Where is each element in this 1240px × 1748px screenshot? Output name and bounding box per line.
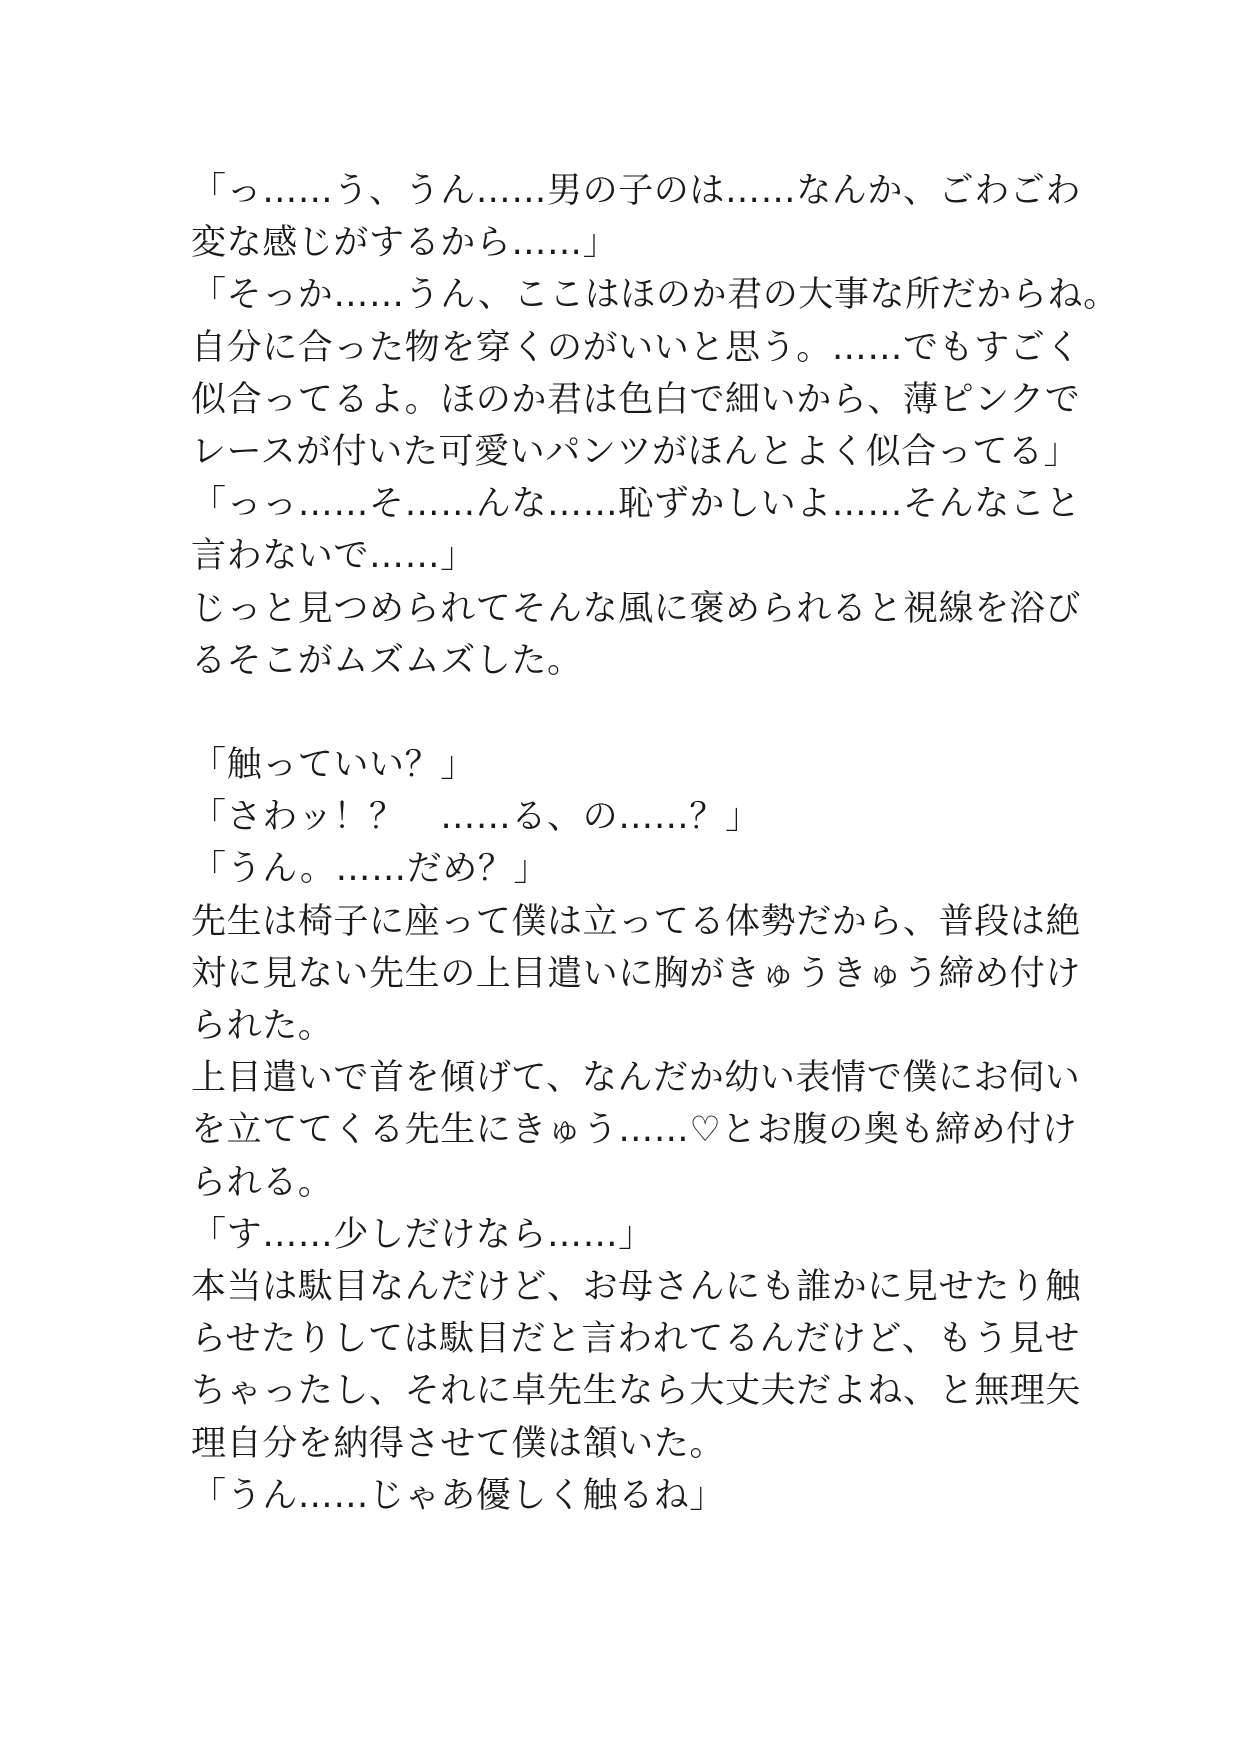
text-line: らせたりしては駄目だと言われてるんだけど、もう見せ — [191, 1319, 1080, 1360]
text-line: 「っ……う、うん……男の子のは……なんか、ごわごわ — [191, 171, 1082, 211]
text-line: 本当は駄目なんだけど、お母さんにも誰かに見せたり触 — [191, 1266, 1082, 1307]
text-line: 「さわッ！？ ……る、の……？」 — [191, 797, 761, 838]
text-line: じっと見つめられてそんな風に褒められると視線を浴び — [191, 588, 1082, 629]
text-line: 「うん……じゃあ優しく触るね」 — [191, 1475, 726, 1516]
text-line: られた。 — [191, 1006, 334, 1046]
text-line: 「っっ……そ……んな……恥ずかしいよ……そんなこと — [191, 484, 1082, 525]
text-line: 上目遣いで首を傾げて、なんだか幼い表情で僕にお伺い — [191, 1058, 1081, 1099]
text-line: るそこがムズムズした。 — [191, 640, 583, 681]
text-line: 変な感じがするから……」 — [191, 223, 619, 264]
text-line: レースが付いた可愛いパンツがほんとよく似合ってる」 — [191, 431, 1080, 472]
text-line: 「そっか……うん、ここはほのか君の大事な所だからね。 — [191, 275, 1119, 316]
text-line: を立ててくる先生にきゅう……♡とお腹の奥も締め付け — [191, 1110, 1078, 1151]
text-line: 理自分を納得させて僕は頷いた。 — [191, 1423, 726, 1464]
text-line: 似合ってるよ。ほのか君は色白で細いから、薄ピンクで — [191, 379, 1081, 420]
text-line: ちゃったし、それに卓先生なら大丈夫だよね、と無理矢 — [191, 1371, 1082, 1412]
text-line: 先生は椅子に座って僕は立ってる体勢だから、普段は絶 — [191, 901, 1082, 942]
text-line: られる。 — [191, 1162, 334, 1203]
body-text — [191, 165, 1119, 1522]
text-line: 「触っていい？」 — [191, 745, 476, 786]
text-line: 言わないで……」 — [191, 536, 476, 577]
text-line: 自分に合った物を穿くのがいいと思う。……でもすごく — [191, 327, 1082, 368]
blank-line — [191, 687, 1071, 739]
text-line: 対に見ない先生の上目遣いに胸がきゅうきゅう締め付け — [191, 953, 1082, 994]
text-line: 「す……少しだけなら……」 — [191, 1214, 654, 1255]
text-line: 「うん。……だめ？」 — [191, 849, 550, 890]
